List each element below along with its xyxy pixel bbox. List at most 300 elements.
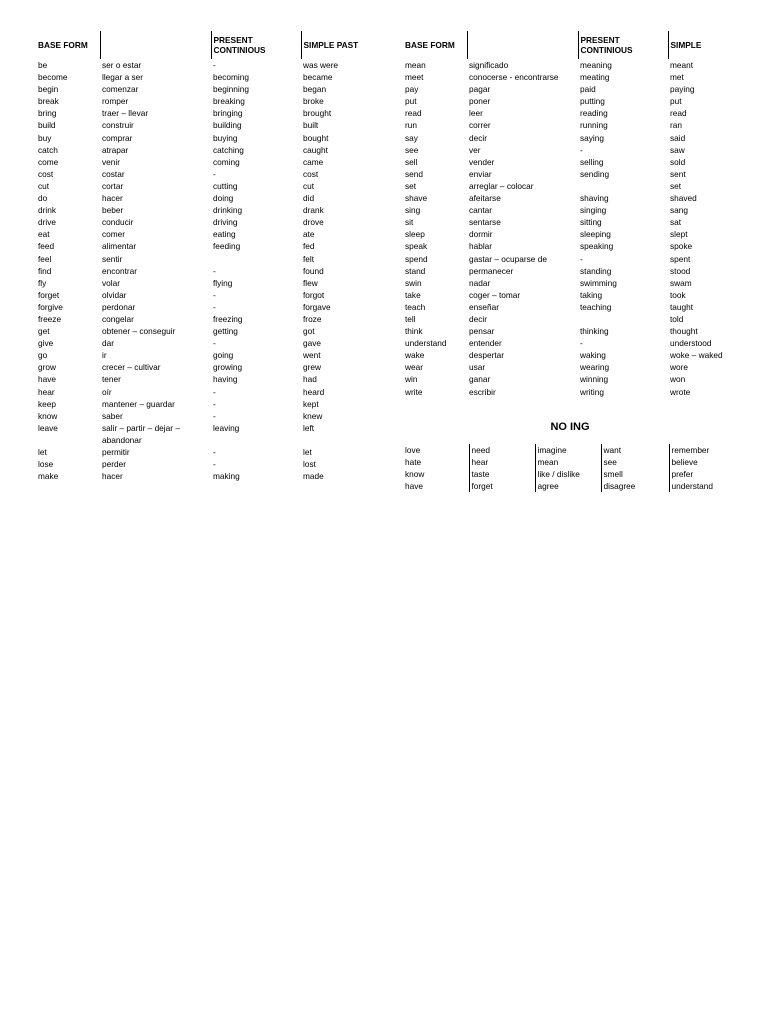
table-row (36, 277, 397, 289)
table-cell: coming (213, 156, 240, 167)
table-cell: leer (469, 108, 483, 119)
table-row (403, 265, 736, 277)
table-cell: drove (303, 217, 324, 228)
table-cell: began (303, 84, 327, 95)
table-row (36, 265, 397, 277)
table-cell: smell (601, 468, 669, 480)
table-cell: make (38, 471, 59, 482)
table-cell: go (38, 350, 48, 361)
table-cell: sending (580, 168, 610, 179)
table-cell: find (38, 265, 52, 276)
table-cell: ser o estar (102, 60, 142, 70)
table-cell: mean (405, 60, 426, 70)
table-row (403, 277, 736, 289)
table-cell: - (213, 386, 216, 397)
table-cell: ir (102, 350, 107, 361)
no-ing-table (403, 444, 731, 492)
table-cell: want (601, 444, 669, 456)
table-cell: know (38, 410, 58, 421)
column-header: SIMPLE (668, 31, 736, 59)
table-cell: cut (38, 180, 50, 191)
table-cell: - (213, 398, 216, 409)
table-cell: standing (580, 265, 612, 276)
table-cell: kept (303, 398, 319, 409)
table-cell (578, 313, 668, 325)
table-cell: atrapar (102, 144, 129, 155)
table-row (403, 204, 736, 216)
table-cell: went (303, 350, 321, 361)
table-cell: had (303, 374, 317, 385)
table-cell: construir (102, 120, 134, 131)
table-cell: grew (303, 362, 321, 373)
table-cell: hacer (102, 471, 123, 482)
table-cell: put (405, 96, 417, 107)
table-cell: came (303, 156, 324, 167)
table-cell: become (38, 72, 68, 83)
table-cell: stand (405, 265, 426, 276)
table-row (36, 470, 397, 482)
table-cell: believe (669, 456, 731, 468)
column-header: PRESENT CONTINIOUS (211, 31, 301, 59)
table-cell: meating (580, 72, 610, 83)
table-cell: need (469, 444, 535, 456)
table-cell: sentarse (469, 217, 501, 228)
table-cell: permitir (102, 447, 130, 457)
table-row (403, 71, 736, 83)
table-cell: swin (405, 277, 422, 288)
table-cell: decir (469, 132, 487, 143)
table-row (403, 192, 736, 204)
table-cell: permanecer (469, 265, 514, 276)
table-cell: send (405, 168, 423, 179)
table-cell: feeding (213, 241, 241, 252)
table-cell: - (580, 253, 583, 264)
table-row (403, 107, 736, 119)
table-row (403, 444, 731, 456)
table-cell: waking (580, 350, 606, 361)
table-cell: paying (670, 84, 695, 95)
table-cell: feel (38, 253, 52, 264)
table-cell: understand (669, 480, 731, 492)
table-cell: tener (102, 374, 121, 385)
table-row (36, 325, 397, 337)
table-cell: leaving (213, 422, 240, 433)
table-row (403, 325, 736, 337)
table-cell: let (303, 447, 312, 457)
table-cell: drinking (213, 205, 243, 216)
table-cell: significado (469, 60, 509, 70)
table-cell: sleep (405, 229, 425, 240)
table-cell: sent (670, 168, 686, 179)
table-row (403, 289, 736, 301)
table-cell: comenzar (102, 84, 139, 95)
table-cell: forget (469, 480, 535, 492)
table-cell: heard (303, 386, 325, 397)
table-cell: conocerse - encontrarse (469, 72, 559, 83)
table-row (36, 59, 397, 71)
table-cell: crecer – cultivar (102, 362, 161, 373)
table-cell: say (405, 132, 418, 143)
table-cell: vender (469, 156, 495, 167)
table-row (36, 240, 397, 252)
no-ing-title: NO ING (550, 421, 590, 433)
table-cell: wake (405, 350, 425, 361)
table-row (36, 107, 397, 119)
table-cell: venir (102, 156, 120, 167)
table-cell: catch (38, 144, 58, 155)
table-cell: perder (102, 459, 126, 470)
table-cell: coger – tomar (469, 289, 521, 300)
table-cell: write (405, 386, 423, 397)
table-cell: like / dislike (535, 468, 601, 480)
table-cell: arreglar – colocar (469, 180, 534, 191)
column-header (100, 31, 211, 59)
table-row (403, 386, 736, 398)
table-cell: thought (670, 326, 698, 337)
table-row (36, 253, 397, 265)
table-row (36, 458, 397, 470)
table-row (36, 216, 397, 228)
table-cell: fed (303, 241, 315, 252)
table-row (403, 83, 736, 95)
table-row (403, 95, 736, 107)
table-cell (36, 434, 100, 446)
table-cell: breaking (213, 96, 245, 107)
table-cell: enviar (469, 168, 492, 179)
table-cell: buying (213, 132, 238, 143)
right-verb-table (403, 31, 736, 398)
table-cell: left (303, 422, 315, 433)
table-row (36, 119, 397, 131)
table-cell: gave (303, 338, 321, 349)
right-table-body (403, 59, 736, 398)
table-cell: disagree (601, 480, 669, 492)
table-row (36, 168, 397, 180)
table-row (403, 480, 731, 492)
table-cell: dar (102, 338, 114, 349)
table-cell: beber (102, 205, 124, 216)
table-cell: love (405, 445, 421, 455)
table-cell: singing (580, 205, 607, 216)
table-cell: hate (405, 457, 422, 468)
column-header: BASE FORM (405, 39, 455, 50)
table-row (36, 289, 397, 301)
right-header-row (403, 31, 736, 59)
table-cell: come (38, 156, 59, 167)
table-cell: hacer (102, 193, 123, 204)
table-cell: beginning (213, 84, 249, 95)
table-row (36, 361, 397, 373)
table-cell: conducir (102, 217, 134, 228)
table-row (403, 313, 736, 325)
table-cell: comprar (102, 132, 133, 143)
table-cell: spoke (670, 241, 693, 252)
table-cell: lose (38, 459, 54, 470)
table-row (36, 446, 397, 458)
table-cell: drank (303, 205, 324, 216)
table-row (36, 132, 397, 144)
table-cell: shave (405, 193, 428, 204)
table-cell: break (38, 96, 59, 107)
table-cell: - (213, 301, 216, 312)
table-cell: shaving (580, 193, 609, 204)
table-row (403, 132, 736, 144)
table-cell: romper (102, 96, 129, 107)
table-row (403, 119, 736, 131)
table-row (36, 422, 397, 434)
table-cell: knew (303, 410, 323, 421)
table-cell: teach (405, 301, 426, 312)
table-row (36, 192, 397, 204)
table-cell: sold (670, 156, 686, 167)
table-row (403, 228, 736, 240)
table-cell: told (670, 313, 684, 324)
table-cell: wear (405, 362, 423, 373)
table-cell: speaking (580, 241, 614, 252)
table-row (36, 180, 397, 192)
table-cell: saber (102, 410, 123, 421)
table-cell: wearing (580, 362, 610, 373)
table-cell: meet (405, 72, 424, 83)
table-cell: did (303, 193, 315, 204)
table-cell: pagar (469, 84, 491, 95)
table-cell: - (213, 338, 216, 349)
table-cell: spent (670, 253, 691, 264)
table-cell: writing (580, 386, 604, 397)
table-cell: froze (303, 313, 322, 324)
table-cell: - (580, 338, 583, 349)
table-cell: mean (535, 456, 601, 468)
table-cell: win (405, 374, 418, 385)
table-cell: get (38, 326, 50, 337)
table-cell: ver (469, 144, 481, 155)
table-row (403, 180, 736, 192)
table-cell: became (303, 72, 333, 83)
table-cell: saw (670, 144, 685, 155)
table-cell: got (303, 326, 315, 337)
table-cell: hear (38, 386, 55, 397)
table-row (403, 337, 736, 349)
table-cell: think (405, 326, 423, 337)
table-cell: cost (38, 168, 54, 179)
table-cell: flew (303, 277, 318, 288)
table-cell: despertar (469, 350, 505, 361)
table-cell: bringing (213, 108, 243, 119)
table-row (403, 156, 736, 168)
table-cell: freeze (38, 313, 62, 324)
table-cell: eating (213, 229, 236, 240)
table-cell: taking (580, 289, 603, 300)
table-cell: driving (213, 217, 238, 228)
table-cell: oír (102, 386, 112, 397)
table-cell: - (213, 265, 216, 276)
table-cell: hablar (469, 241, 493, 252)
table-cell: prefer (669, 468, 731, 480)
table-cell: sell (405, 156, 418, 167)
table-cell: wrote (670, 386, 691, 397)
table-cell: gastar – ocuparse de (469, 253, 547, 264)
table-cell: - (213, 60, 216, 70)
table-cell: building (213, 120, 242, 131)
table-cell: abandonar (102, 434, 142, 445)
table-cell: keep (38, 398, 56, 409)
table-cell: llegar a ser (102, 72, 144, 83)
left-table-body (36, 59, 397, 482)
table-row (403, 216, 736, 228)
column-header (467, 31, 578, 59)
table-cell: freezing (213, 313, 243, 324)
table-cell: read (405, 108, 422, 119)
table-row (36, 373, 397, 385)
table-row (403, 468, 731, 480)
table-cell: meaning (580, 60, 612, 70)
table-cell: sentir (102, 253, 123, 264)
table-row (36, 71, 397, 83)
table-cell: know (405, 469, 425, 480)
table-cell (301, 434, 397, 446)
table-cell: bought (303, 132, 329, 143)
table-cell: sit (405, 217, 414, 228)
table-cell: shaved (670, 193, 697, 204)
table-row (403, 373, 736, 385)
table-cell: flying (213, 277, 233, 288)
table-row (403, 456, 731, 468)
table-cell: paid (580, 84, 596, 95)
table-row (403, 253, 736, 265)
table-cell: spend (405, 253, 428, 264)
table-cell: forget (38, 289, 60, 300)
table-cell: was were (303, 60, 339, 70)
table-cell: brought (303, 108, 332, 119)
table-row (36, 313, 397, 325)
table-cell: dormir (469, 229, 493, 240)
left-header-row (36, 31, 397, 59)
table-cell: teaching (580, 301, 612, 312)
table-cell: forgive (38, 301, 63, 312)
table-row (36, 410, 397, 422)
table-row (36, 301, 397, 313)
table-row (36, 95, 397, 107)
table-cell: cut (303, 180, 315, 191)
table-cell: felt (303, 253, 315, 264)
table-cell: build (38, 120, 56, 131)
table-cell: nadar (469, 277, 491, 288)
table-row (36, 83, 397, 95)
table-cell: sing (405, 205, 421, 216)
table-cell: hear (469, 456, 535, 468)
table-cell: taste (469, 468, 535, 480)
table-row (403, 301, 736, 313)
column-header: PRESENT CONTINIOUS (578, 31, 668, 59)
table-cell: saying (580, 132, 604, 143)
table-cell: caught (303, 144, 328, 155)
table-cell: broke (303, 96, 324, 107)
table-cell (211, 253, 301, 265)
table-row (36, 398, 397, 410)
table-cell: took (670, 289, 686, 300)
table-cell: perdonar (102, 301, 136, 312)
table-cell: salir – partir – dejar – (102, 422, 180, 433)
table-cell: drink (38, 205, 56, 216)
table-cell: entender (469, 338, 502, 349)
table-cell (211, 434, 301, 446)
table-row (403, 361, 736, 373)
table-cell: - (213, 168, 216, 179)
table-cell: putting (580, 96, 605, 107)
table-cell: lost (303, 459, 316, 470)
table-cell: wore (670, 362, 688, 373)
table-cell: escribir (469, 386, 496, 397)
table-cell: met (670, 72, 684, 83)
table-cell: speak (405, 241, 428, 252)
table-row (36, 386, 397, 398)
table-cell: volar (102, 277, 120, 288)
table-cell: woke – waked (670, 350, 723, 361)
left-verb-table (36, 31, 397, 482)
table-cell: cantar (469, 205, 493, 216)
table-cell: - (213, 410, 216, 421)
table-cell: agree (535, 480, 601, 492)
table-cell: ganar (469, 374, 491, 385)
table-cell: eat (38, 229, 50, 240)
table-cell: growing (213, 362, 243, 373)
table-cell: having (213, 374, 238, 385)
table-cell: poner (469, 96, 491, 107)
table-cell: understand (405, 338, 447, 349)
table-cell: making (213, 471, 240, 482)
table-cell: be (38, 60, 48, 70)
table-cell: selling (580, 156, 604, 167)
column-header: SIMPLE PAST (301, 31, 397, 59)
table-row (403, 349, 736, 361)
table-row (36, 349, 397, 361)
table-cell: cutting (213, 180, 238, 191)
table-cell: usar (469, 362, 486, 373)
table-cell: thinking (580, 326, 609, 337)
table-cell: put (670, 96, 682, 107)
table-cell: - (213, 459, 216, 470)
table-cell: traer – llevar (102, 108, 149, 119)
table-cell: - (213, 289, 216, 300)
table-cell: sleeping (580, 229, 611, 240)
table-cell: fly (38, 277, 47, 288)
table-cell: imagine (535, 444, 601, 456)
table-cell: leave (38, 422, 58, 433)
table-cell: set (405, 180, 417, 191)
table-cell: reading (580, 108, 608, 119)
table-cell: enseñar (469, 301, 499, 312)
table-cell: sitting (580, 217, 602, 228)
table-cell: let (38, 447, 47, 457)
table-cell: obtener – conseguir (102, 326, 176, 337)
table-cell: set (670, 180, 682, 191)
column-header: BASE FORM (38, 39, 88, 50)
table-cell: cortar (102, 180, 124, 191)
table-cell: see (601, 456, 669, 468)
table-cell: remember (669, 444, 731, 456)
table-cell: found (303, 265, 324, 276)
table-cell: going (213, 350, 234, 361)
table-cell: encontrar (102, 265, 138, 276)
table-cell: swimming (580, 277, 617, 288)
table-cell: decir (469, 313, 487, 324)
table-cell: olvidar (102, 289, 127, 300)
table-cell: ate (303, 229, 315, 240)
table-cell: ran (670, 120, 682, 131)
table-cell: drive (38, 217, 56, 228)
table-cell: bring (38, 108, 57, 119)
table-cell: catching (213, 144, 244, 155)
